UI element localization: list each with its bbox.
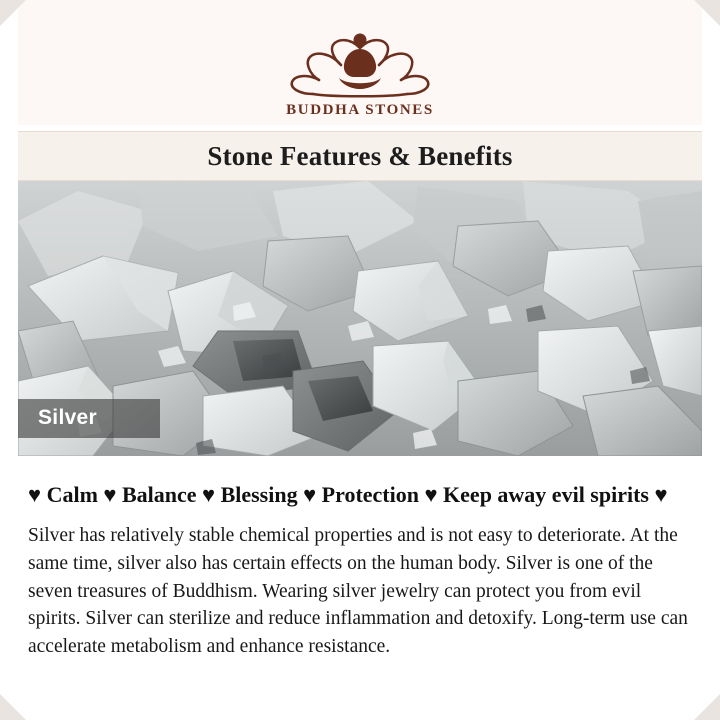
content-column: [18, 0, 702, 720]
stone-description-text: Silver has relatively stable chemical properties and is not easy to deteriorate. At the same time, silver also has certain effects on the human body. Silver is one of the seven treasures of Buddhism. Wearing silver jewelry can protect you from evil spirits. Silver can sterilize and reduce inflammation and detoxify. Long-term use can accelerate metabolism and enhance resistance.: [28, 525, 688, 658]
corner-decoration-bottom-left: [0, 694, 26, 720]
stone-name-caption: Silver: [18, 399, 160, 438]
stone-description-block: [18, 456, 702, 661]
corner-decoration-bottom-right: [694, 694, 720, 720]
lotus-meditation-icon: [285, 22, 435, 100]
corner-decoration-top-right: [694, 0, 720, 26]
brand-name: BUDDHA STONES: [286, 102, 434, 118]
page-title: Stone Features & Benefits: [207, 140, 513, 171]
corner-decoration-top-left: [0, 0, 26, 26]
section-title-bar: [18, 131, 702, 181]
brand-header: [18, 0, 702, 125]
stone-photo: [18, 181, 702, 456]
benefits-keywords: ♥ Calm ♥ Balance ♥ Blessing ♥ Protection ♥ Keep away evil spirits ♥: [28, 482, 668, 507]
